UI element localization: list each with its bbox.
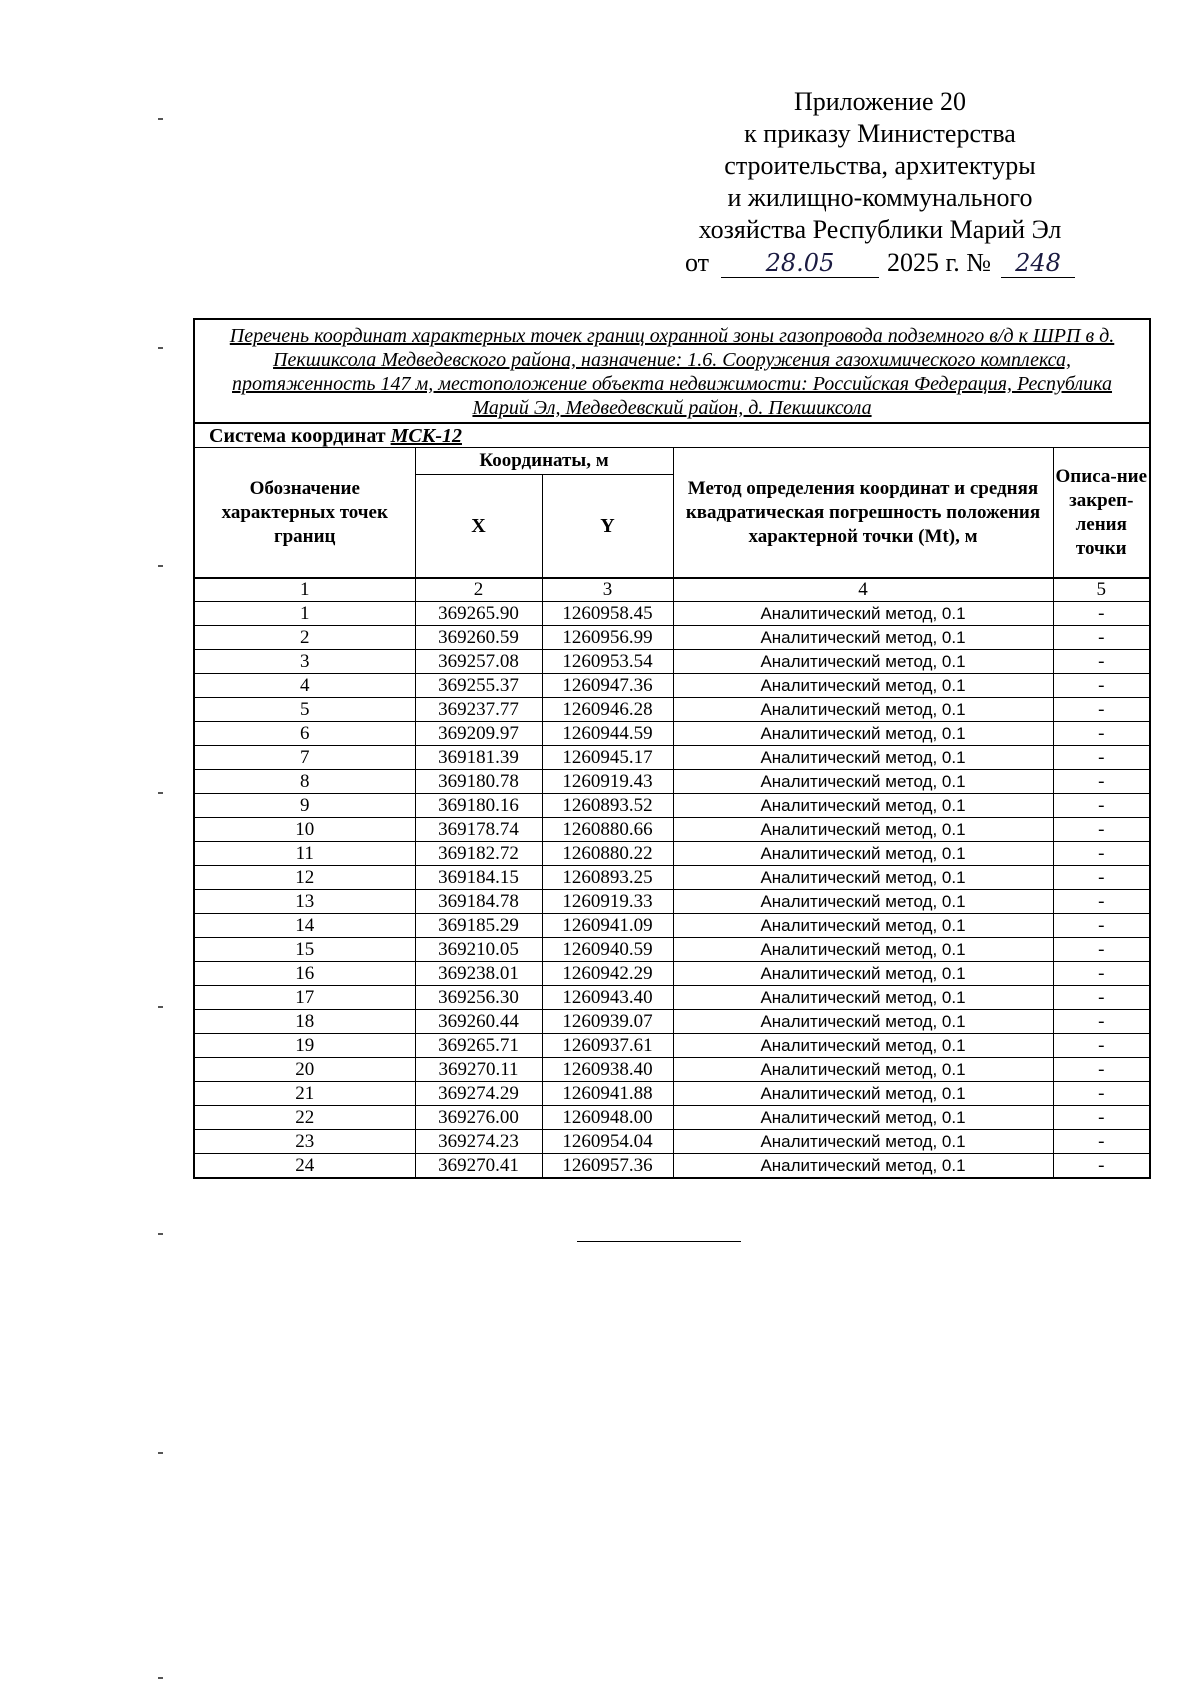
annex-order-line: к приказу Министерства	[744, 119, 1016, 148]
description-cell: -	[1053, 1034, 1150, 1058]
point-cell: 12	[194, 866, 415, 890]
method-cell: Аналитический метод, 0.1	[673, 866, 1053, 890]
column-number-4: 4	[673, 578, 1053, 602]
y-cell: 1260919.33	[542, 890, 673, 914]
end-of-document-rule	[577, 1241, 741, 1242]
x-cell: 369180.78	[415, 770, 542, 794]
x-cell: 369276.00	[415, 1106, 542, 1130]
scan-speck	[158, 792, 163, 794]
y-cell: 1260937.61	[542, 1034, 673, 1058]
description-cell: -	[1053, 1082, 1150, 1106]
point-cell: 11	[194, 842, 415, 866]
table-row	[194, 698, 1150, 722]
coordinates-table	[193, 318, 1151, 1179]
method-cell: Аналитический метод, 0.1	[673, 722, 1053, 746]
y-cell: 1260953.54	[542, 650, 673, 674]
point-cell: 4	[194, 674, 415, 698]
method-cell: Аналитический метод, 0.1	[673, 1010, 1053, 1034]
x-cell: 369257.08	[415, 650, 542, 674]
point-cell: 16	[194, 962, 415, 986]
description-cell: -	[1053, 890, 1150, 914]
header-y: Y	[542, 475, 673, 579]
y-cell: 1260948.00	[542, 1106, 673, 1130]
scan-speck	[158, 347, 163, 349]
table-row	[194, 1154, 1150, 1179]
description-cell: -	[1053, 986, 1150, 1010]
table-row	[194, 1106, 1150, 1130]
table-row	[194, 1010, 1150, 1034]
table-row	[194, 770, 1150, 794]
column-number-1: 1	[194, 578, 415, 602]
coordinate-system-label: Система координат	[209, 425, 386, 447]
description-cell: -	[1053, 746, 1150, 770]
method-cell: Аналитический метод, 0.1	[673, 794, 1053, 818]
table-row	[194, 602, 1150, 626]
point-cell: 22	[194, 1106, 415, 1130]
description-cell: -	[1053, 1058, 1150, 1082]
x-cell: 369256.30	[415, 986, 542, 1010]
description-cell: -	[1053, 938, 1150, 962]
method-cell: Аналитический метод, 0.1	[673, 650, 1053, 674]
description-cell: -	[1053, 722, 1150, 746]
annex-title: Приложение 20	[793, 87, 967, 116]
scan-speck	[158, 565, 163, 567]
table-row	[194, 626, 1150, 650]
method-cell: Аналитический метод, 0.1	[673, 746, 1053, 770]
table-row	[194, 1034, 1150, 1058]
point-cell: 20	[194, 1058, 415, 1082]
order-date-line	[640, 247, 1120, 279]
x-cell: 369178.74	[415, 818, 542, 842]
point-cell: 8	[194, 770, 415, 794]
x-cell: 369265.71	[415, 1034, 542, 1058]
table-row	[194, 938, 1150, 962]
method-cell: Аналитический метод, 0.1	[673, 986, 1053, 1010]
table-row	[194, 914, 1150, 938]
scan-speck	[158, 1006, 163, 1008]
description-cell: -	[1053, 602, 1150, 626]
y-cell: 1260943.40	[542, 986, 673, 1010]
point-cell: 1	[194, 602, 415, 626]
method-cell: Аналитический метод, 0.1	[673, 674, 1053, 698]
method-cell: Аналитический метод, 0.1	[673, 1082, 1053, 1106]
x-cell: 369274.23	[415, 1130, 542, 1154]
coordinate-system-value: МСК-12	[390, 425, 462, 447]
table-row	[194, 794, 1150, 818]
method-cell: Аналитический метод, 0.1	[673, 1058, 1053, 1082]
point-cell: 24	[194, 1154, 415, 1179]
header-point: Обозначение характерных точек границ	[194, 448, 415, 579]
scan-speck	[158, 1452, 163, 1454]
table-body	[194, 602, 1150, 1179]
point-cell: 10	[194, 818, 415, 842]
header-x: X	[415, 475, 542, 579]
point-cell: 5	[194, 698, 415, 722]
x-cell: 369180.16	[415, 794, 542, 818]
x-cell: 369184.15	[415, 866, 542, 890]
y-cell: 1260893.25	[542, 866, 673, 890]
y-cell: 1260946.28	[542, 698, 673, 722]
y-cell: 1260947.36	[542, 674, 673, 698]
method-cell: Аналитический метод, 0.1	[673, 1106, 1053, 1130]
column-number-3: 3	[542, 578, 673, 602]
column-number-2: 2	[415, 578, 542, 602]
description-cell: -	[1053, 698, 1150, 722]
point-cell: 14	[194, 914, 415, 938]
y-cell: 1260940.59	[542, 938, 673, 962]
table-row	[194, 674, 1150, 698]
y-cell: 1260956.99	[542, 626, 673, 650]
y-cell: 1260942.29	[542, 962, 673, 986]
method-cell: Аналитический метод, 0.1	[673, 938, 1053, 962]
description-cell: -	[1053, 914, 1150, 938]
table-row	[194, 962, 1150, 986]
method-cell: Аналитический метод, 0.1	[673, 1130, 1053, 1154]
table-row	[194, 1058, 1150, 1082]
annex-header	[640, 86, 1120, 279]
table-row	[194, 818, 1150, 842]
point-cell: 21	[194, 1082, 415, 1106]
description-cell: -	[1053, 1106, 1150, 1130]
x-cell: 369265.90	[415, 602, 542, 626]
x-cell: 369260.59	[415, 626, 542, 650]
point-cell: 2	[194, 626, 415, 650]
table-row	[194, 986, 1150, 1010]
point-cell: 7	[194, 746, 415, 770]
method-cell: Аналитический метод, 0.1	[673, 818, 1053, 842]
table-row	[194, 866, 1150, 890]
header-coordinates: Координаты, м	[415, 448, 673, 475]
x-cell: 369237.77	[415, 698, 542, 722]
x-cell: 369238.01	[415, 962, 542, 986]
description-cell: -	[1053, 794, 1150, 818]
method-cell: Аналитический метод, 0.1	[673, 602, 1053, 626]
table-row	[194, 1082, 1150, 1106]
x-cell: 369255.37	[415, 674, 542, 698]
y-cell: 1260893.52	[542, 794, 673, 818]
y-cell: 1260939.07	[542, 1010, 673, 1034]
table-row	[194, 746, 1150, 770]
handwritten-date: 28.05	[721, 249, 879, 278]
x-cell: 369270.11	[415, 1058, 542, 1082]
method-cell: Аналитический метод, 0.1	[673, 770, 1053, 794]
method-cell: Аналитический метод, 0.1	[673, 890, 1053, 914]
table-row	[194, 842, 1150, 866]
table-row	[194, 890, 1150, 914]
point-cell: 17	[194, 986, 415, 1010]
method-cell: Аналитический метод, 0.1	[673, 1034, 1053, 1058]
scan-speck	[158, 1677, 163, 1679]
header-method: Метод определения координат и средняя квадратическая погрешность положения характерной точки (Mt), м	[673, 448, 1053, 579]
y-cell: 1260941.88	[542, 1082, 673, 1106]
method-cell: Аналитический метод, 0.1	[673, 842, 1053, 866]
point-cell: 19	[194, 1034, 415, 1058]
x-cell: 369181.39	[415, 746, 542, 770]
y-cell: 1260957.36	[542, 1154, 673, 1179]
description-cell: -	[1053, 1130, 1150, 1154]
y-cell: 1260954.04	[542, 1130, 673, 1154]
coordinate-system-row	[194, 423, 1150, 448]
point-cell: 13	[194, 890, 415, 914]
x-cell: 369274.29	[415, 1082, 542, 1106]
method-cell: Аналитический метод, 0.1	[673, 962, 1053, 986]
point-cell: 23	[194, 1130, 415, 1154]
table-row	[194, 1130, 1150, 1154]
description-cell: -	[1053, 650, 1150, 674]
description-cell: -	[1053, 842, 1150, 866]
description-cell: -	[1053, 770, 1150, 794]
description-cell: -	[1053, 1154, 1150, 1179]
annex-ministry-line-1: строительства, архитектуры	[724, 151, 1036, 180]
x-cell: 369210.05	[415, 938, 542, 962]
x-cell: 369185.29	[415, 914, 542, 938]
x-cell: 369270.41	[415, 1154, 542, 1179]
point-cell: 18	[194, 1010, 415, 1034]
point-cell: 6	[194, 722, 415, 746]
method-cell: Аналитический метод, 0.1	[673, 1154, 1053, 1179]
annex-ministry-line-3: хозяйства Республики Марий Эл	[698, 215, 1062, 244]
description-cell: -	[1053, 962, 1150, 986]
handwritten-order-number: 248	[1001, 249, 1075, 278]
y-cell: 1260880.22	[542, 842, 673, 866]
point-cell: 3	[194, 650, 415, 674]
scan-speck	[158, 118, 163, 120]
year-number-label: 2025 г. №	[886, 248, 992, 277]
column-number-row	[194, 578, 1150, 602]
y-cell: 1260919.43	[542, 770, 673, 794]
x-cell: 369260.44	[415, 1010, 542, 1034]
x-cell: 369209.97	[415, 722, 542, 746]
description-cell: -	[1053, 626, 1150, 650]
y-cell: 1260945.17	[542, 746, 673, 770]
table-row	[194, 650, 1150, 674]
table-heading: Перечень координат характерных точек границ охранной зоны газопровода подземного в/д к ШРП в д. Пекшиксола Медведевского района, назначение: 1.6. Сооружения газохимического комплекса, протяженность 147 м, местоположение объекта недвижимости: Российская Федерация, Республика Марий Эл, Медведевский район, д. Пекшиксола	[194, 319, 1150, 423]
description-cell: -	[1053, 818, 1150, 842]
y-cell: 1260958.45	[542, 602, 673, 626]
x-cell: 369184.78	[415, 890, 542, 914]
table-row	[194, 722, 1150, 746]
date-prefix: от	[684, 248, 709, 277]
description-cell: -	[1053, 866, 1150, 890]
point-cell: 15	[194, 938, 415, 962]
annex-ministry-line-2: и жилищно-коммунального	[727, 183, 1033, 212]
column-number-5: 5	[1053, 578, 1150, 602]
x-cell: 369182.72	[415, 842, 542, 866]
y-cell: 1260880.66	[542, 818, 673, 842]
method-cell: Аналитический метод, 0.1	[673, 698, 1053, 722]
point-cell: 9	[194, 794, 415, 818]
y-cell: 1260941.09	[542, 914, 673, 938]
method-cell: Аналитический метод, 0.1	[673, 914, 1053, 938]
method-cell: Аналитический метод, 0.1	[673, 626, 1053, 650]
y-cell: 1260944.59	[542, 722, 673, 746]
scan-speck	[158, 1233, 163, 1235]
description-cell: -	[1053, 1010, 1150, 1034]
y-cell: 1260938.40	[542, 1058, 673, 1082]
description-cell: -	[1053, 674, 1150, 698]
header-description: Описа-ние закреп-ления точки	[1053, 448, 1150, 579]
